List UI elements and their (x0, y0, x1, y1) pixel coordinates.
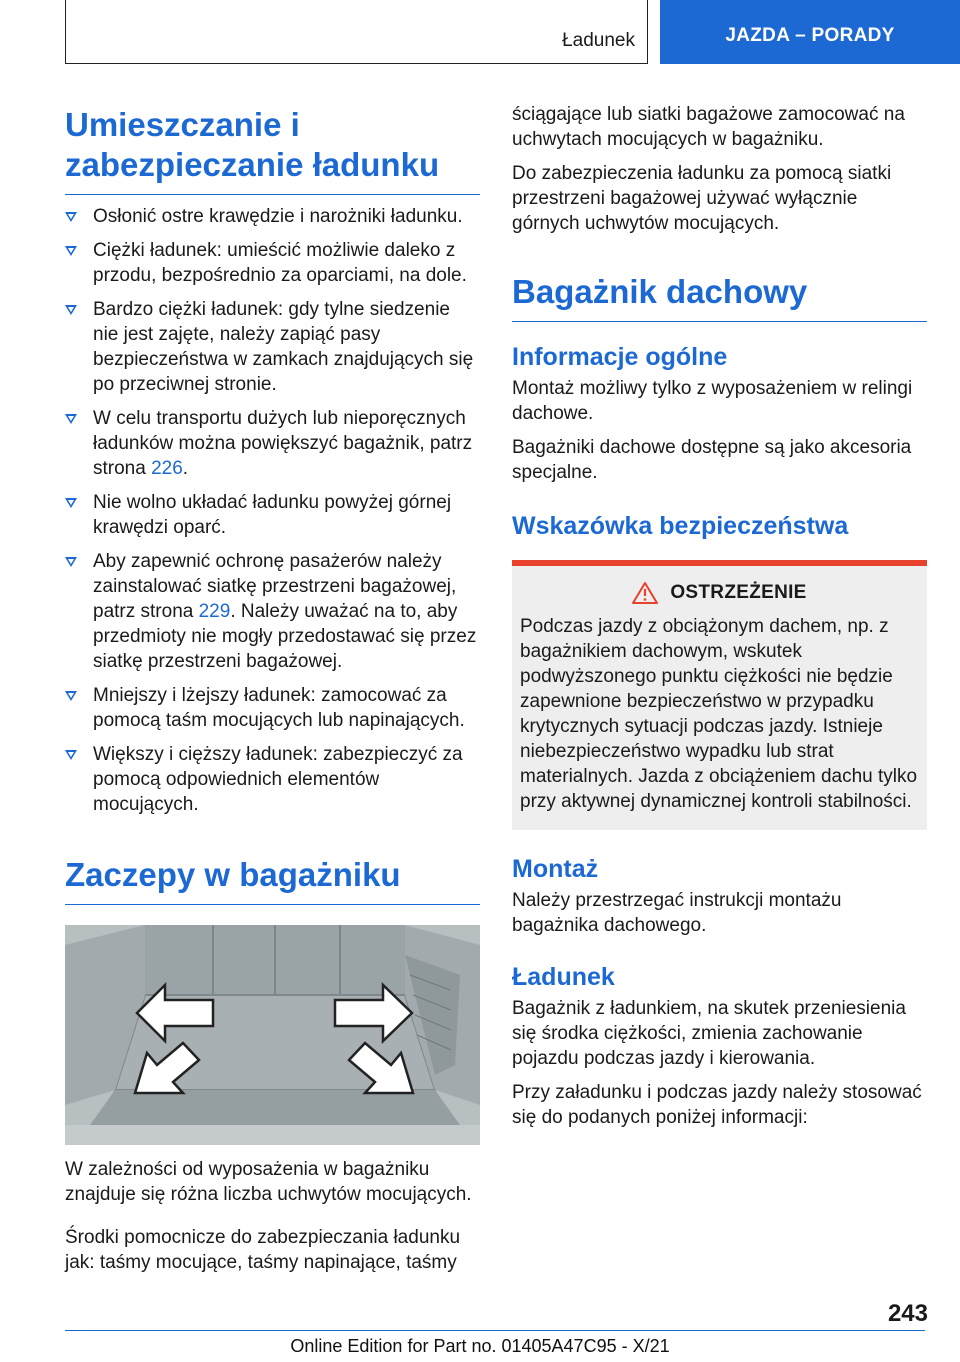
header-section-box (65, 0, 648, 64)
page-link-226[interactable]: 226 (151, 458, 183, 479)
triangle-bullet-icon (65, 750, 77, 760)
cargo-bullet-list (65, 204, 480, 817)
anchors-paragraph-cont: ściągające lub siatki bagażowe zamocować na uchwytach mocujących w bagażniku. (512, 104, 905, 150)
warning-box (512, 560, 927, 830)
warning-text: Podczas jazdy z obciążonym dachem, np. z bagażnikiem dachowym, wskutek podwyższonego punktu ciężkości nie będzie zapewnione bezpieczeństwo w przypadku krytycznych sytuacji podczas jazdy. Istnieje niebezpieczeństwo wypadku lub strat materialnych. Jazda z obciążeniem dachu tylko przy aktywnej dynamicznej kontroli stabilności. (520, 616, 918, 812)
triangle-bullet-icon (65, 498, 77, 508)
photo-caption: W zależności od wyposażenia w bagażniku znajduje się różna liczba uchwytów mocujących. (65, 1159, 472, 1205)
triangle-bullet-icon (65, 212, 77, 222)
cargo-paragraph-1: Bagażnik z ładunkiem, na skutek przeniesienia się środka ciężkości, zmienia zachowanie pojazdu podczas jazdy i kierowania. (512, 998, 906, 1069)
subheading-safety-note: Wskazówka bezpieczeństwa (512, 512, 849, 540)
bullet-item: Ciężki ładunek: umieścić możliwie daleko z przodu, bezpośrednio za oparciami, na dole. (65, 238, 480, 288)
cargo-paragraph-2: Przy załadunku i podczas jazdy należy stosować się do podanych poniżej informacji: (512, 1082, 922, 1128)
bullet-item: Nie wolno układać ładunku powyżej górnej krawędzi oparć. (65, 490, 480, 540)
header-section-title: Ładunek (562, 30, 635, 51)
bullet-item: Większy i cięższy ładunek: zabezpieczyć za pomocą odpowiednich elementów mocujących. (65, 742, 480, 817)
warning-triangle-icon (632, 582, 658, 604)
bullet-item: W celu transportu dużych lub nieporęcznych ładunków można powiększyć bagażnik, patrz strona 226. (65, 406, 480, 481)
right-column (512, 102, 927, 1130)
footer-edition: Online Edition for Part no. 01405A47C95 - X/21 (290, 1336, 670, 1356)
section-title-roof-rack: Bagażnik dachowy (512, 272, 927, 322)
bullet-item: Mniejszy i lżejszy ładunek: zamocować za pomocą taśm mocujących lub napinających. (65, 683, 480, 733)
mounting-paragraph: Należy przestrzegać instrukcji montażu bagażnika dachowego. (512, 890, 842, 936)
header-chapter-tab: JAZDA – PORADY (660, 0, 960, 64)
footer-divider (65, 1330, 925, 1331)
section-title-anchors: Zaczepy w bagażniku (65, 855, 480, 905)
general-info-p2: Bagażniki dachowe dostępne są jako akcesoria specjalne. (512, 437, 912, 483)
triangle-bullet-icon (65, 414, 77, 424)
warning-header (520, 582, 919, 604)
general-info-p1: Montaż możliwy tylko z wyposażeniem w relingi dachowe. (512, 378, 913, 424)
left-column (65, 105, 480, 1275)
page-number: 243 (887, 1300, 928, 1327)
subheading-mounting: Montaż (512, 855, 599, 883)
bullet-item: Bardzo ciężki ładunek: gdy tylne siedzenie nie jest zajęte, należy zapiąć pasy bezpieczeństwa w zamkach znajdujących się po przeciwnej stronie. (65, 297, 480, 397)
trunk-photo (65, 925, 480, 1145)
subheading-cargo: Ładunek (512, 963, 615, 991)
triangle-bullet-icon (65, 305, 77, 315)
net-paragraph: Do zabezpieczenia ładunku za pomocą siatki przestrzeni bagażowej używać wyłącznie górnych uchwytów mocujących. (512, 163, 892, 234)
page-link-229[interactable]: 229 (198, 601, 231, 622)
bullet-item: Osłonić ostre krawędzie i narożniki ładunku. (65, 204, 480, 229)
triangle-bullet-icon (65, 246, 77, 256)
trunk-illustration (65, 925, 480, 1145)
anchors-paragraph: Środki pomocnicze do zabezpieczania ładunku jak: taśmy mocujące, taśmy napinające, taśmy (65, 1227, 461, 1273)
triangle-bullet-icon (65, 557, 77, 567)
section-title-cargo: Umieszczanie i zabezpieczanie ładunku (65, 105, 480, 195)
warning-label: OSTRZEŻENIE (670, 582, 807, 603)
bullet-item: Aby zapewnić ochronę pasażerów należy zainstalować siatkę przestrzeni bagażowej, patrz strona 229. Należy uważać na to, aby przedmioty nie mogły przedostawać się przez siatkę przestrzeni bagażowej. (65, 549, 480, 674)
triangle-bullet-icon (65, 691, 77, 701)
subheading-general-info: Informacje ogólne (512, 343, 728, 371)
